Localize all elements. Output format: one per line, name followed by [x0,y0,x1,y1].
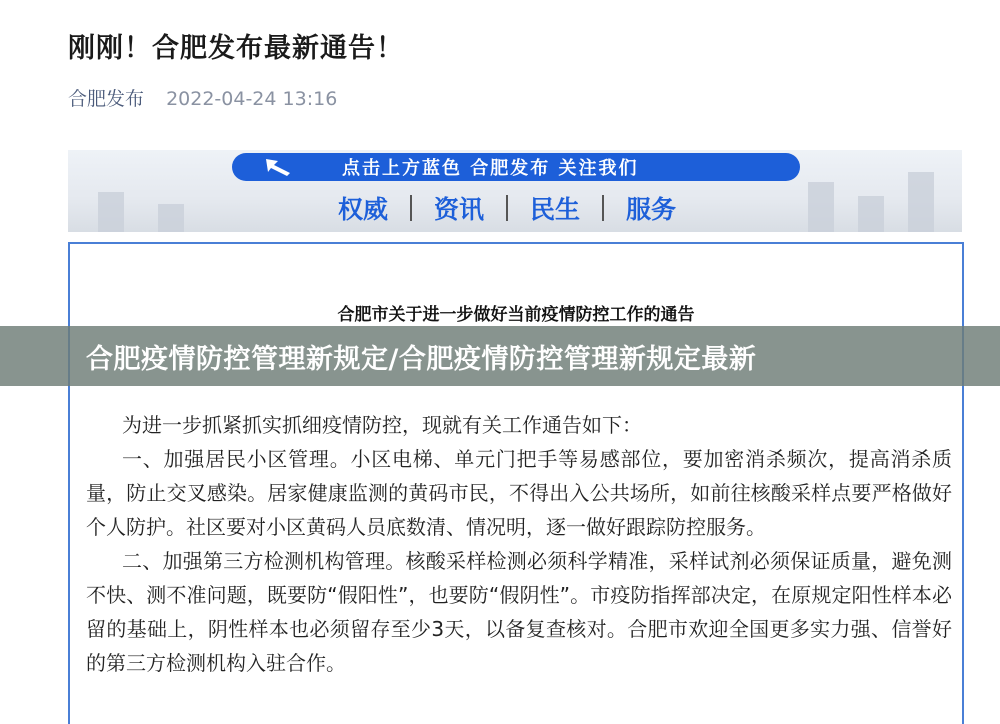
pointer-arrow-icon [262,156,296,178]
skyline-building [908,172,934,232]
skyline-building [808,182,834,232]
notice-body [86,408,952,680]
article-meta [68,84,337,111]
follow-pill[interactable] [232,153,800,181]
tag-news: 资讯 [434,195,485,224]
tag-authority: 权威 [338,195,389,224]
tag-separator [506,195,508,221]
notice-heading: 合肥市关于进一步做好当前疫情防控工作的通告 [337,305,695,325]
follow-pill-label: 点击上方蓝色 合肥发布 关注我们 [342,158,639,179]
article-title: 刚刚！合肥发布最新通告！ [68,33,404,64]
publish-time: 2022-04-24 13:16 [166,88,338,110]
caption-text: 合肥疫情防控管理新规定/合肥疫情防控管理新规定最新 [86,344,757,375]
tag-livelihood: 民生 [530,195,581,224]
tag-service: 服务 [626,195,677,224]
banner-tags [338,190,676,226]
caption-overlay [0,326,1000,386]
source-link[interactable]: 合肥发布 [68,88,145,110]
notice-paragraph-2: 二、加强第三方检测机构管理。核酸采样检测必须科学精准，采样试剂必须保证质量，避免测不快、测不准问题，既要防“假阳性”，也要防“假阴性”。市疫防指挥部决定，在原规定阳性样本必留的基础上，阴性样本也必须留存至少3天，以备复查核对。合肥市欢迎全国更多实力强、信誉好的第三方检测机构入驻合作。 [86,549,952,675]
follow-banner[interactable] [68,150,962,232]
skyline-building [98,192,124,232]
skyline-building [858,196,884,232]
skyline-building [158,204,184,232]
tag-separator [410,195,412,221]
notice-intro: 为进一步抓紧抓实抓细疫情防控，现就有关工作通告如下： [122,413,642,437]
notice-paragraph-1: 一、加强居民小区管理。小区电梯、单元门把手等易感部位，要加密消杀频次，提高消杀质量，防止交叉感染。居家健康监测的黄码市民，不得出入公共场所，如前往核酸采样点要严格做好个人防护。社区要对小区黄码人员底数清、情况明，逐一做好跟踪防控服务。 [86,447,952,539]
notice-document [68,242,964,724]
tag-separator [602,195,604,221]
